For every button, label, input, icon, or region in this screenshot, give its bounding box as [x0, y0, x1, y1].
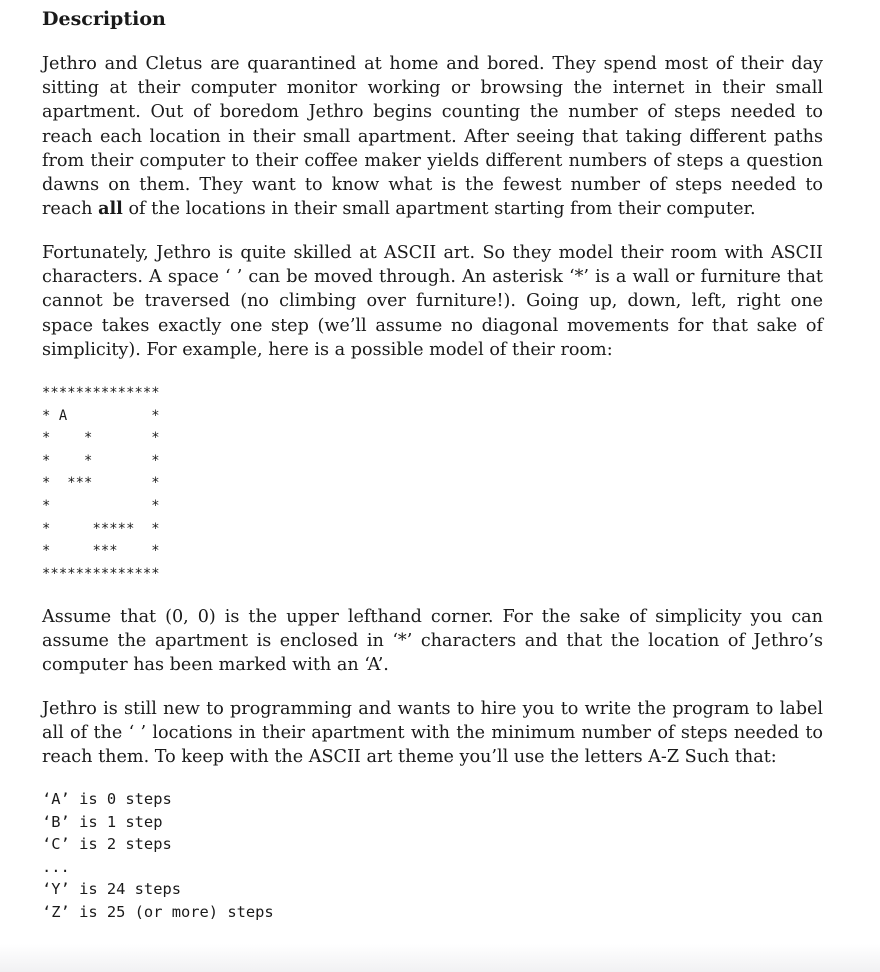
- room-row: * * *: [42, 452, 160, 469]
- room-row: * *** *: [42, 543, 160, 560]
- room-row: * *: [42, 497, 160, 514]
- list-item: ‘B’ is 1 step: [42, 812, 163, 831]
- paragraph-intro-text: Jethro and Cletus are quarantined at home and bored. They spend most of their day sitting at their computer monitor working or browsing the internet in their small apartment. Out of boredom Jethro begins counting the number of steps needed to reach each location in their small apartment. After seeing that taking different paths from their computer to their coffee maker yields different numbers of steps a question dawns on them. They want to know what is the fewest number of steps needed to reach: [42, 54, 823, 220]
- list-item: ‘A’ is 0 steps: [42, 790, 172, 808]
- paragraph-intro-bold: all: [98, 198, 123, 220]
- room-row: * *** *: [42, 475, 160, 492]
- paragraph-ascii-model: Fortunately, Jethro is quite skilled at ASCII art. So they model their room with ASCII characters. A space ‘ ’ can be moved through. An asterisk ‘*’ is a wall or furniture that cannot be traversed (no climbing over furniture!). Going up, down, left, right one space takes exactly one step (we’ll assume no diagonal movements for that sake of simplicity). For example, here is a possible model of their room:: [42, 243, 823, 360]
- paragraph-task: Jethro is still new to programming and wants to hire you to write the program to label all of the ‘ ’ locations in their apartment with the minimum number of steps needed to reach them. To keep with the ASCII art theme you’ll use the letters A-Z Such that:: [42, 699, 823, 768]
- room-row: **************: [42, 565, 160, 582]
- section-heading: Description: [42, 8, 166, 30]
- list-item: ...: [42, 857, 70, 876]
- paragraph-intro-tail: of the locations in their small apartment starting from their computer.: [122, 199, 756, 220]
- room-row: * A *: [42, 407, 160, 424]
- room-row: **************: [42, 385, 160, 401]
- list-item: ‘C’ is 2 steps: [42, 835, 172, 854]
- page-bottom-edge: [0, 944, 880, 972]
- room-row: * * *: [42, 430, 160, 447]
- letter-step-list: [42, 788, 274, 924]
- paragraph-intro: [42, 52, 823, 221]
- list-item: ‘Y’ is 24 steps: [42, 880, 181, 899]
- room-ascii-diagram: [42, 382, 160, 585]
- room-row: * ***** *: [42, 520, 160, 537]
- list-item: ‘Z’ is 25 (or more) steps: [42, 902, 274, 921]
- paragraph-coordinates: Assume that (0, 0) is the upper lefthand corner. For the sake of simplicity you can assume the apartment is enclosed in ‘*’ characters and that the location of Jethro’s computer has been marked with an ‘A’.: [42, 607, 823, 676]
